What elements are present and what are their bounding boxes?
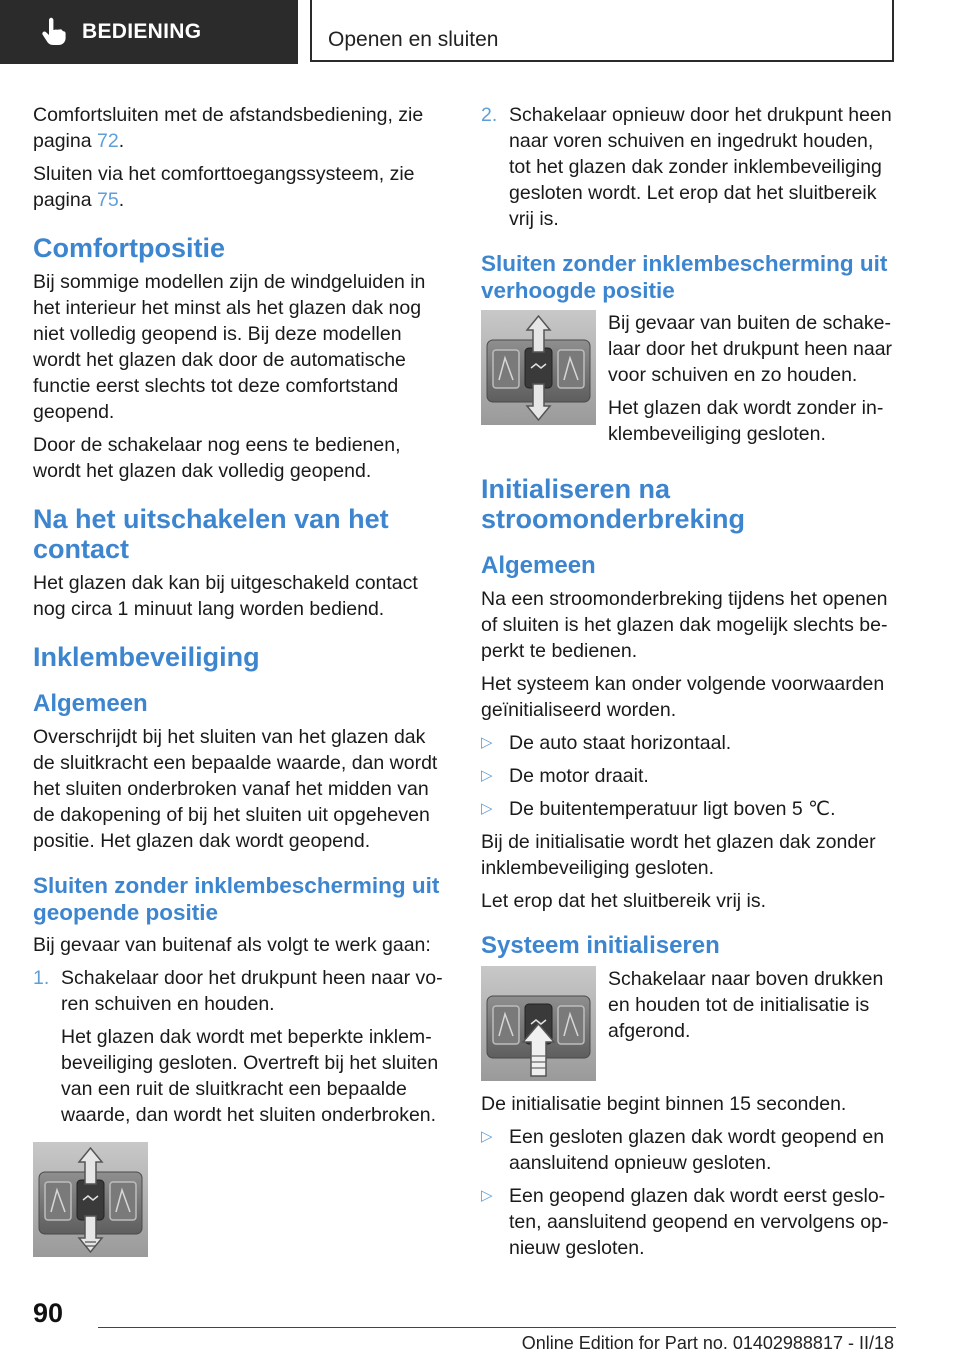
paragraph: Bij sommige modellen zijn de windgeluiden in het interieur het minst als het glazen dak nog niet volledig geopend is. Bij deze modellen wordt het glazen dak door de automatische functie eerst slechts tot deze comfortstand geopend. <box>33 271 426 423</box>
results-list <box>481 1124 893 1261</box>
step-number: 1. <box>33 967 50 989</box>
steps-list <box>481 102 893 232</box>
list-item: ▷ De buitentemperatuur ligt boven 5 ℃. <box>481 798 836 820</box>
step-note: Het glazen dak wordt met beperkte inklembeveiliging gesloten. Overtreft bij het sluiten van een ruit de sluitkracht een bepaalde waarde, dan wordt het sluiten onderbroken. <box>61 1026 439 1126</box>
switch-push-forward-image <box>481 310 596 425</box>
paragraph: Bij gevaar van buitenaf als volgt te werk gaan: <box>33 934 431 956</box>
image-text-block <box>481 966 893 1081</box>
list-item: 2. Schakelaar opnieuw door het drukpunt heen naar voren schuiven en ingedrukt houden, tot het glazen dak zonder inklembeveiliging gesloten wordt. Let erop dat het sluitbereik vrij is. <box>481 104 892 230</box>
steps-list <box>33 965 448 1017</box>
paragraph: Let erop dat het sluitbereik vrij is. <box>481 890 767 912</box>
list-item: ▷ Een geopend glazen dak wordt eerst gesloten, aansluitend geopend en vervolgens opnieuw gesloten. <box>481 1185 889 1259</box>
paragraph: Door de schakelaar nog eens te bedienen, wordt het glazen dak volledig geopend. <box>33 434 401 482</box>
subheading-systeem-initialiseren: Systeem initialiseren <box>481 932 720 959</box>
heading-na-uitschakelen-contact: Na het uitschakelen van het contact <box>33 504 389 564</box>
paragraph: Het glazen dak wordt zonder inklembeveiliging gesloten. <box>608 397 884 445</box>
page-link-72[interactable]: 72 <box>96 130 119 152</box>
step-number: 2. <box>481 104 498 126</box>
paragraph-comfortsluiten: Comfortsluiten met de afstandsbediening, zie pagina 72. <box>33 104 424 152</box>
list-item: ▷ Een gesloten glazen dak wordt geopend en aansluitend opnieuw gesloten. <box>481 1126 885 1174</box>
conditions-list <box>481 730 893 822</box>
list-item: 1. Schakelaar door het drukpunt heen naar voren schuiven en houden. <box>33 967 443 1015</box>
section-tab-label: BEDIENING <box>82 20 202 43</box>
list-item: ▷ De auto staat horizontaal. <box>481 732 732 754</box>
paragraph: Schakelaar naar boven drukken en houden tot de initialisatie is afgerond. <box>608 968 884 1042</box>
right-column <box>481 102 893 1268</box>
paragraph: Het systeem kan onder volgende voorwaarden geïnitialiseerd worden. <box>481 673 885 721</box>
heading-initialiseren: Initialiseren na stroomonderbreking <box>481 474 746 534</box>
page-number: 90 <box>33 1298 64 1328</box>
switch-push-forward-image <box>33 1142 148 1257</box>
subheading-sluiten-geopende-positie: Sluiten zonder inklembescherming uit geopende positie <box>33 873 440 925</box>
subheading-sluiten-verhoogde-positie: Sluiten zonder inklembescherming uit verhoogde positie <box>481 251 888 303</box>
pointing-hand-icon <box>38 17 68 47</box>
heading-comfortpositie: Comfortpositie <box>33 233 225 263</box>
list-item: ▷ De motor draait. <box>481 765 649 787</box>
triangle-bullet-icon: ▷ <box>481 800 493 817</box>
subheading-algemeen: Algemeen <box>481 552 596 579</box>
switch-push-up-image <box>481 966 596 1081</box>
footer-divider <box>98 1327 896 1328</box>
chapter-header <box>310 0 894 62</box>
triangle-bullet-icon: ▷ <box>481 1128 493 1145</box>
paragraph: Het glazen dak kan bij uitgeschakeld contact nog circa 1 minuut lang worden bediend. <box>33 572 418 620</box>
left-column <box>33 102 448 1257</box>
paragraph: Overschrijdt bij het sluiten van het glazen dak de sluitkracht een bepaalde waarde, dan wordt het sluiten onderbroken vanaf het midden van de dakopening of bij het sluiten uit opgeheven positie. Het glazen dak wordt geopend. <box>33 726 438 852</box>
section-tab <box>0 0 298 64</box>
triangle-bullet-icon: ▷ <box>481 767 493 784</box>
footer-edition: Online Edition for Part no. 01402988817 - II/18 <box>521 1333 894 1353</box>
page-link-75[interactable]: 75 <box>96 189 119 211</box>
triangle-bullet-icon: ▷ <box>481 1187 493 1204</box>
triangle-bullet-icon: ▷ <box>481 734 493 751</box>
subheading-algemeen: Algemeen <box>33 690 148 717</box>
paragraph: Na een stroomonderbreking tijdens het openen of sluiten is het glazen dak mogelijk slechts beperkt te bedienen. <box>481 588 888 662</box>
image-text-block <box>481 310 893 454</box>
paragraph: Bij de initialisatie wordt het glazen dak zonder inklembeveiliging gesloten. <box>481 831 876 879</box>
heading-inklembeveiliging: Inklembeveiliging <box>33 642 260 672</box>
paragraph: De initialisatie begint binnen 15 seconden. <box>481 1093 847 1115</box>
paragraph-comforttoegang: Sluiten via het comforttoegangssysteem, zie pagina 75. <box>33 163 415 211</box>
paragraph: Bij gevaar van buiten de schakelaar door het drukpunt heen naar voor schuiven en zo houden. <box>608 312 893 386</box>
chapter-title: Openen en sluiten <box>328 28 499 51</box>
